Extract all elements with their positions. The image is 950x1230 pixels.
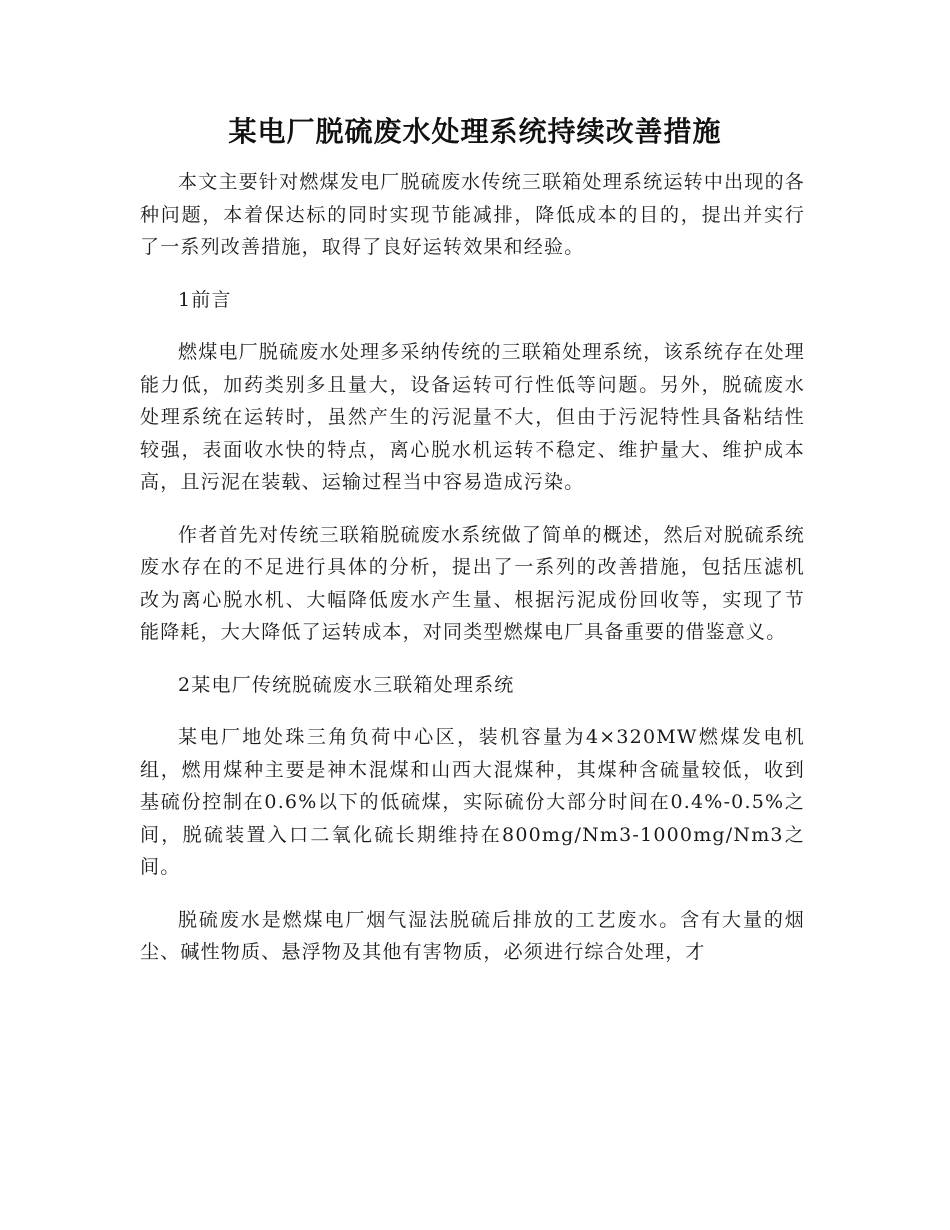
body-paragraph: 作者首先对传统三联箱脱硫废水系统做了简单的概述，然后对脱硫系统废水存在的不足进行具体的分析，提出了一系列的改善措施，包括压滤机改为离心脱水机、大幅降低废水产生量、根据污泥成份回收等，实现了节能降耗，大大降低了运转成本，对同类型燃煤电厂具备重要的借鉴意义。 — [140, 523, 805, 643]
section-heading-preface: 1前言 — [178, 288, 232, 311]
body-paragraph: 某电厂地处珠三角负荷中心区，装机容量为4×320MW燃煤发电机组，燃用煤种主要是神木混煤和山西大混煤种，其煤种含硫量较低，收到基硫份控制在0.6%以下的低硫煤，实际硫份大部分时间在0.4%-0.5%之间，脱硫装置入口二氧化硫长期维持在800mg/Nm3-1000mg/Nm3之间。 — [140, 726, 805, 878]
section-heading-system: 2某电厂传统脱硫废水三联箱处理系统 — [178, 673, 515, 696]
abstract-paragraph: 本文主要针对燃煤发电厂脱硫废水传统三联箱处理系统运转中出现的各种问题，本着保达标的同时实现节能减排，降低成本的目的，提出并实行了一系列改善措施，取得了良好运转效果和经验。 — [140, 171, 805, 258]
document-body — [140, 166, 805, 989]
document-title: 某电厂脱硫废水处理系统持续改善措施 — [228, 115, 722, 148]
body-paragraph: 脱硫废水是燃煤电厂烟气湿法脱硫后排放的工艺废水。含有大量的烟尘、碱性物质、悬浮物及其他有害物质，必须进行综合处理，才 — [140, 908, 805, 963]
body-paragraph: 燃煤电厂脱硫废水处理多采纳传统的三联箱处理系统，该系统存在处理能力低，加药类别多且量大，设备运转可行性低等问题。另外，脱硫废水处理系统在运转时，虽然产生的污泥量不大，但由于污泥特性具备粘结性较强，表面收水快的特点，离心脱水机运转不稳定、维护量大、维护成本高，且污泥在装载、运输过程当中容易造成污染。 — [140, 341, 805, 493]
